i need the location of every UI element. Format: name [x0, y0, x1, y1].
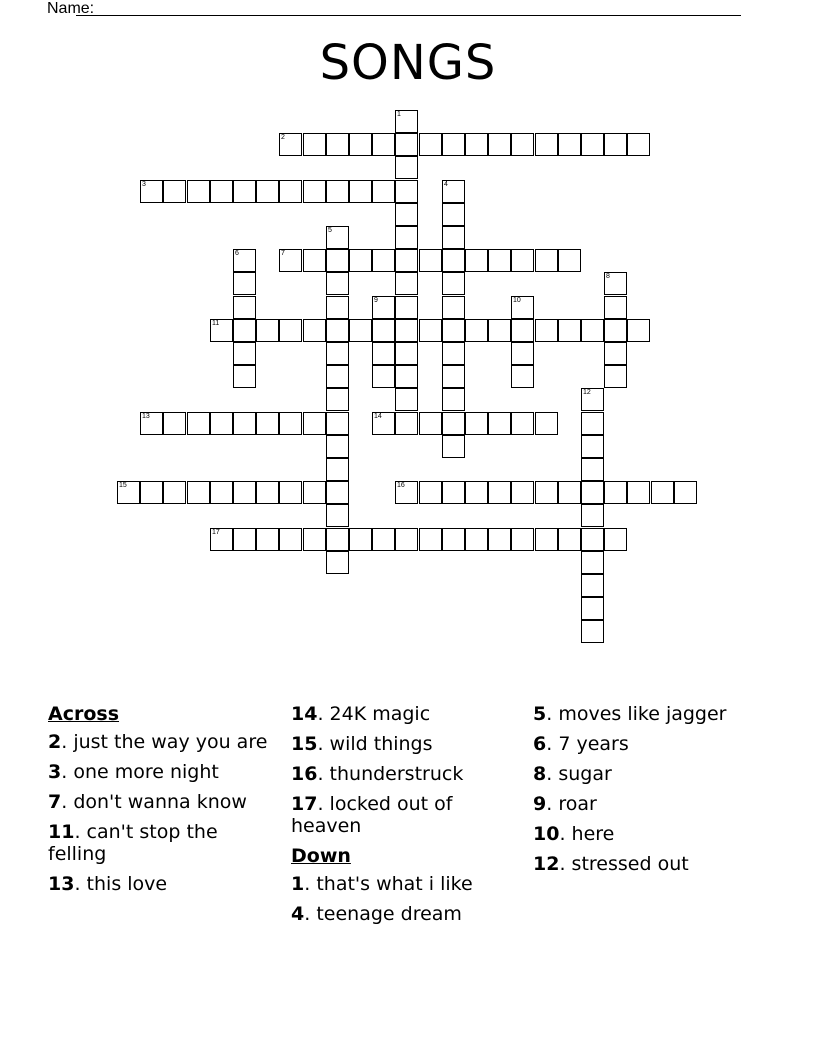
grid-cell[interactable]	[465, 249, 488, 272]
name-label: Name:	[47, 0, 95, 17]
grid-cell[interactable]	[326, 504, 349, 527]
grid-cell[interactable]	[326, 412, 349, 435]
grid-cell[interactable]	[419, 412, 442, 435]
grid-cell[interactable]	[581, 620, 604, 643]
clue-number-label: 10	[513, 297, 521, 304]
clue-number-label: 7	[281, 250, 285, 257]
grid-cell[interactable]	[349, 528, 372, 551]
grid-cell[interactable]	[581, 481, 604, 504]
grid-cell[interactable]	[558, 481, 581, 504]
grid-cell[interactable]	[326, 226, 349, 249]
grid-cell[interactable]	[604, 481, 627, 504]
clue-across-16: 16. thunderstruck	[291, 763, 464, 785]
grid-cell[interactable]	[581, 597, 604, 620]
grid-cell[interactable]	[326, 133, 349, 156]
across-heading: Across	[48, 703, 120, 725]
grid-cell[interactable]	[395, 388, 418, 411]
grid-cell[interactable]	[581, 412, 604, 435]
down-heading: Down	[291, 845, 351, 867]
clue-column-2	[291, 703, 519, 933]
grid-cell[interactable]	[581, 458, 604, 481]
grid-cell[interactable]	[419, 528, 442, 551]
grid-cell[interactable]	[279, 180, 302, 203]
grid-cell[interactable]	[465, 481, 488, 504]
clue-across-3: 3. one more night	[48, 761, 219, 783]
grid-cell[interactable]	[326, 342, 349, 365]
grid-cell[interactable]	[210, 412, 233, 435]
grid-cell[interactable]	[511, 249, 534, 272]
grid-cell[interactable]	[187, 180, 210, 203]
grid-cell[interactable]	[442, 203, 465, 226]
grid-cell[interactable]	[488, 319, 511, 342]
grid-cell[interactable]	[326, 272, 349, 295]
clue-number-label: 15	[119, 482, 127, 489]
grid-cell[interactable]	[117, 481, 140, 504]
grid-cell[interactable]	[419, 319, 442, 342]
grid-cell[interactable]	[442, 272, 465, 295]
clue-down-10: 10. here	[533, 823, 615, 845]
grid-cell[interactable]	[210, 319, 233, 342]
grid-cell[interactable]	[511, 319, 534, 342]
grid-cell[interactable]	[233, 249, 256, 272]
clue-down-5: 5. moves like jagger	[533, 703, 727, 725]
grid-cell[interactable]	[419, 481, 442, 504]
clue-across-15: 15. wild things	[291, 733, 433, 755]
grid-cell[interactable]	[511, 412, 534, 435]
clue-down-9: 9. roar	[533, 793, 597, 815]
grid-cell[interactable]	[372, 528, 395, 551]
grid-cell[interactable]	[395, 133, 418, 156]
grid-cell[interactable]	[372, 319, 395, 342]
grid-cell[interactable]	[442, 296, 465, 319]
grid-cell[interactable]	[465, 412, 488, 435]
clue-number-label: 13	[142, 413, 150, 420]
grid-cell[interactable]	[256, 180, 279, 203]
grid-cell[interactable]	[233, 365, 256, 388]
grid-cell[interactable]	[326, 435, 349, 458]
grid-cell[interactable]	[558, 319, 581, 342]
clue-column-3	[533, 703, 761, 883]
grid-cell[interactable]	[233, 180, 256, 203]
clue-number-label: 9	[374, 297, 378, 304]
clue-down-12: 12. stressed out	[533, 853, 689, 875]
clue-number-label: 8	[606, 273, 610, 280]
clue-across-11: 11. can't stop the felling	[48, 821, 218, 865]
grid-cell[interactable]	[326, 388, 349, 411]
grid-cell[interactable]	[558, 528, 581, 551]
clue-number-label: 2	[281, 134, 285, 141]
clue-number-label: 1	[397, 111, 401, 118]
clue-down-4: 4. teenage dream	[291, 903, 462, 925]
grid-cell[interactable]	[372, 342, 395, 365]
clue-down-1: 1. that's what i like	[291, 873, 473, 895]
grid-cell[interactable]	[511, 133, 534, 156]
grid-cell[interactable]	[233, 342, 256, 365]
grid-cell[interactable]	[395, 528, 418, 551]
grid-cell[interactable]	[395, 365, 418, 388]
grid-cell[interactable]	[558, 249, 581, 272]
grid-cell[interactable]	[581, 528, 604, 551]
clue-number-label: 6	[235, 250, 239, 257]
grid-cell[interactable]	[465, 528, 488, 551]
grid-cell[interactable]	[395, 156, 418, 179]
grid-cell[interactable]	[349, 319, 372, 342]
grid-cell[interactable]	[256, 528, 279, 551]
grid-cell[interactable]	[395, 180, 418, 203]
grid-cell[interactable]	[326, 458, 349, 481]
grid-cell[interactable]	[442, 249, 465, 272]
grid-cell[interactable]	[395, 319, 418, 342]
grid-cell[interactable]	[256, 481, 279, 504]
clue-number-label: 14	[374, 413, 382, 420]
grid-cell[interactable]	[279, 133, 302, 156]
grid-cell[interactable]	[326, 481, 349, 504]
grid-cell[interactable]	[488, 412, 511, 435]
grid-cell[interactable]	[326, 528, 349, 551]
grid-cell[interactable]	[163, 481, 186, 504]
grid-cell[interactable]	[256, 319, 279, 342]
grid-cell[interactable]	[581, 388, 604, 411]
clue-number-label: 12	[583, 389, 591, 396]
grid-cell[interactable]	[511, 481, 534, 504]
grid-cell[interactable]	[233, 296, 256, 319]
grid-cell[interactable]	[442, 365, 465, 388]
grid-cell[interactable]	[233, 272, 256, 295]
grid-cell[interactable]	[535, 481, 558, 504]
grid-cell[interactable]	[349, 249, 372, 272]
grid-cell[interactable]	[210, 481, 233, 504]
grid-cell[interactable]	[279, 249, 302, 272]
grid-cell[interactable]	[326, 551, 349, 574]
grid-cell[interactable]	[187, 412, 210, 435]
grid-cell[interactable]	[651, 481, 674, 504]
grid-cell[interactable]	[372, 296, 395, 319]
grid-cell[interactable]	[488, 528, 511, 551]
grid-cell[interactable]	[395, 481, 418, 504]
grid-cell[interactable]	[395, 296, 418, 319]
clue-across-17: 17. locked out of heaven	[291, 793, 453, 837]
grid-cell[interactable]	[326, 180, 349, 203]
grid-cell[interactable]	[210, 180, 233, 203]
grid-cell[interactable]	[442, 412, 465, 435]
clue-number-label: 16	[397, 482, 405, 489]
grid-cell[interactable]	[163, 180, 186, 203]
grid-cell[interactable]	[140, 481, 163, 504]
grid-cell[interactable]	[210, 528, 233, 551]
grid-cell[interactable]	[627, 481, 650, 504]
grid-cell[interactable]	[372, 249, 395, 272]
clue-number-label: 3	[142, 181, 146, 188]
clue-across-7: 7. don't wanna know	[48, 791, 247, 813]
grid-cell[interactable]	[535, 249, 558, 272]
grid-cell[interactable]	[395, 249, 418, 272]
grid-cell[interactable]	[581, 504, 604, 527]
grid-cell[interactable]	[187, 481, 210, 504]
puzzle-title: SONGS	[319, 35, 497, 91]
grid-cell[interactable]	[395, 203, 418, 226]
grid-cell[interactable]	[535, 133, 558, 156]
grid-cell[interactable]	[303, 412, 326, 435]
grid-cell[interactable]	[442, 226, 465, 249]
grid-cell[interactable]	[511, 528, 534, 551]
grid-cell[interactable]	[511, 342, 534, 365]
grid-cell[interactable]	[279, 481, 302, 504]
grid-cell[interactable]	[349, 133, 372, 156]
grid-cell[interactable]	[419, 249, 442, 272]
grid-cell[interactable]	[326, 365, 349, 388]
grid-cell[interactable]	[233, 528, 256, 551]
grid-cell[interactable]	[442, 319, 465, 342]
grid-cell[interactable]	[395, 342, 418, 365]
grid-cell[interactable]	[581, 574, 604, 597]
grid-cell[interactable]	[372, 180, 395, 203]
grid-cell[interactable]	[535, 412, 558, 435]
grid-cell[interactable]	[326, 296, 349, 319]
grid-cell[interactable]	[279, 319, 302, 342]
clue-down-8: 8. sugar	[533, 763, 612, 785]
grid-cell[interactable]	[535, 319, 558, 342]
grid-cell[interactable]	[442, 342, 465, 365]
grid-cell[interactable]	[604, 365, 627, 388]
grid-cell[interactable]	[511, 365, 534, 388]
grid-cell[interactable]	[604, 272, 627, 295]
clue-across-2: 2. just the way you are	[48, 731, 268, 753]
grid-cell[interactable]	[303, 319, 326, 342]
grid-cell[interactable]	[233, 319, 256, 342]
grid-cell[interactable]	[372, 133, 395, 156]
clue-column-1	[48, 703, 276, 903]
grid-cell[interactable]	[372, 365, 395, 388]
grid-cell[interactable]	[442, 388, 465, 411]
clue-across-13: 13. this love	[48, 873, 168, 895]
grid-cell[interactable]	[465, 319, 488, 342]
grid-cell[interactable]	[488, 249, 511, 272]
grid-cell[interactable]	[349, 180, 372, 203]
grid-cell[interactable]	[465, 133, 488, 156]
grid-cell[interactable]	[511, 296, 534, 319]
clue-down-6: 6. 7 years	[533, 733, 629, 755]
grid-cell[interactable]	[535, 528, 558, 551]
grid-cell[interactable]	[442, 528, 465, 551]
clue-number-label: 4	[444, 181, 448, 188]
grid-cell[interactable]	[558, 133, 581, 156]
grid-cell[interactable]	[604, 133, 627, 156]
grid-cell[interactable]	[395, 226, 418, 249]
grid-cell[interactable]	[442, 133, 465, 156]
grid-cell[interactable]	[419, 133, 442, 156]
grid-cell[interactable]	[303, 528, 326, 551]
grid-cell[interactable]	[279, 528, 302, 551]
grid-cell[interactable]	[627, 319, 650, 342]
grid-cell[interactable]	[442, 180, 465, 203]
grid-cell[interactable]	[303, 481, 326, 504]
grid-cell[interactable]	[303, 249, 326, 272]
grid-cell[interactable]	[140, 180, 163, 203]
grid-cell[interactable]	[627, 133, 650, 156]
grid-cell[interactable]	[303, 180, 326, 203]
grid-cell[interactable]	[326, 249, 349, 272]
grid-cell[interactable]	[326, 319, 349, 342]
grid-cell[interactable]	[604, 342, 627, 365]
grid-cell[interactable]	[488, 481, 511, 504]
grid-cell[interactable]	[581, 319, 604, 342]
grid-cell[interactable]	[140, 412, 163, 435]
clue-number-label: 17	[212, 529, 220, 536]
grid-cell[interactable]	[604, 296, 627, 319]
grid-cell[interactable]	[395, 272, 418, 295]
grid-cell[interactable]	[233, 481, 256, 504]
grid-cell[interactable]	[303, 133, 326, 156]
grid-cell[interactable]	[581, 551, 604, 574]
clue-number-label: 11	[212, 320, 220, 327]
grid-cell[interactable]	[233, 412, 256, 435]
grid-cell[interactable]	[581, 133, 604, 156]
grid-cell[interactable]	[372, 412, 395, 435]
grid-cell[interactable]	[604, 528, 627, 551]
grid-cell[interactable]	[442, 481, 465, 504]
grid-cell[interactable]	[256, 412, 279, 435]
clue-across-14: 14. 24K magic	[291, 703, 431, 725]
grid-cell[interactable]	[395, 110, 418, 133]
grid-cell[interactable]	[604, 319, 627, 342]
clue-number-label: 5	[328, 227, 332, 234]
grid-cell[interactable]	[395, 412, 418, 435]
grid-cell[interactable]	[488, 133, 511, 156]
grid-cell[interactable]	[442, 435, 465, 458]
grid-cell[interactable]	[163, 412, 186, 435]
grid-cell[interactable]	[581, 435, 604, 458]
grid-cell[interactable]	[279, 412, 302, 435]
grid-cell[interactable]	[674, 481, 697, 504]
